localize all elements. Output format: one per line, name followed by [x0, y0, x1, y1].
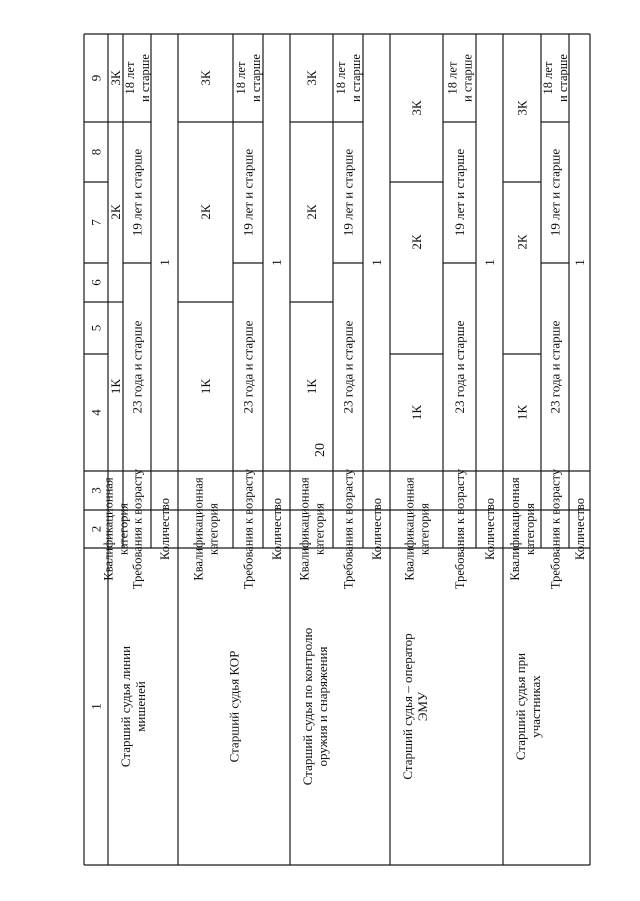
qualification-2k [409, 234, 424, 250]
quantity-value [572, 259, 587, 266]
position-name-5 [513, 653, 543, 760]
age-23 [130, 320, 145, 413]
age-23 [241, 320, 256, 413]
age-23-line: 23 года и старше [240, 320, 256, 414]
age-23-line: 23 года и старше [340, 320, 356, 414]
column-number-2-line: 2 [88, 525, 104, 533]
label-qualification-line: категория [523, 503, 537, 555]
position-name-1-line: Старший судья линии [118, 645, 133, 768]
qualification-1k [515, 405, 530, 421]
label-qualification-line: категория [116, 503, 131, 555]
position-name-2 [227, 651, 242, 763]
qualification-1k [409, 405, 424, 421]
position-name-4-line: ЭМУ [415, 691, 430, 722]
label-age [131, 468, 145, 589]
label-quantity [370, 498, 384, 560]
qualification-2k-line: 2К [514, 234, 530, 250]
qualification-1k-line: 1К [514, 404, 530, 421]
label-qualification-line: Квалификационная [101, 477, 116, 581]
quantity-value [482, 259, 497, 266]
age-19 [341, 149, 356, 237]
label-age-line: Требования к возрасту [341, 468, 356, 590]
qualification-2k-line: 2К [108, 204, 123, 220]
age-19 [452, 149, 467, 237]
label-age-line: Требования к возрасту [241, 468, 256, 590]
qualification-2k-line: 2К [198, 204, 213, 220]
qualification-2k-line: 2К [409, 234, 424, 250]
label-qualification-line: Квалификационная [191, 477, 206, 581]
column-number-1 [89, 703, 104, 710]
label-quantity-line: Количество [483, 498, 497, 560]
label-qualification-line: Квалификационная [508, 477, 522, 581]
qualification-3k [198, 70, 213, 86]
column-number-4 [89, 409, 104, 416]
qualification-3k [304, 70, 319, 86]
quantity-value-line: 1 [482, 259, 497, 266]
qualification-3k-line: 3К [304, 70, 319, 86]
qualification-3k [409, 100, 424, 116]
age-18-line: 18 лет [541, 61, 555, 95]
column-number-4-line: 4 [88, 409, 104, 416]
age-18-line: 18 лет [234, 61, 248, 95]
qualification-3k [515, 100, 530, 116]
position-name-5-line: участниках [528, 675, 543, 738]
position-name-5-line: Старший судья при [513, 652, 528, 761]
quantity-value [157, 259, 172, 266]
label-qualification-line: категория [417, 503, 432, 555]
column-number-6 [89, 279, 104, 286]
label-age [242, 468, 256, 589]
quantity-value-line: 1 [269, 259, 284, 266]
age-19 [548, 149, 563, 237]
column-number-8 [89, 149, 104, 156]
qualification-1k-line: 1К [108, 378, 123, 395]
label-qualification [102, 477, 131, 580]
position-name-4 [400, 633, 430, 779]
position-name-1-line: мишеней [133, 681, 148, 732]
label-age-line: Требования к возрасту [130, 468, 145, 590]
age-19-line: 19 лет и старше [547, 148, 563, 237]
label-quantity-line: Количество [270, 498, 284, 560]
qualification-2k [304, 204, 319, 220]
age-18-line: и старше [249, 54, 263, 102]
qualification-1k-line: 1К [198, 378, 213, 395]
qualification-3k-line: 3К [108, 70, 123, 86]
label-qualification [192, 477, 221, 580]
qualification-2k [198, 204, 213, 220]
age-18-line: и старше [138, 54, 152, 102]
column-number-3-line: 3 [88, 487, 104, 494]
age-23 [341, 320, 356, 413]
age-19 [130, 149, 145, 237]
qualification-2k-line: 2К [304, 204, 319, 220]
label-qualification [508, 477, 537, 580]
column-number-1-line: 1 [88, 703, 104, 710]
age-23 [452, 320, 467, 413]
age-19-line: 19 лет и старше [240, 148, 256, 237]
age-23 [548, 320, 563, 413]
qualification-3k [108, 70, 123, 86]
age-19-line: 19 лет и старше [340, 148, 356, 237]
qualification-1k [304, 379, 319, 395]
age-19-line: 19 лет и старше [129, 148, 145, 237]
quantity-value [369, 259, 384, 266]
age-18-line: и старше [460, 54, 475, 102]
age-18 [234, 54, 263, 102]
age-18 [446, 54, 475, 102]
label-quantity [483, 498, 497, 560]
column-number-5-line: 5 [88, 324, 104, 332]
label-age-line: Требования к возрасту [548, 468, 563, 590]
column-number-7 [89, 219, 104, 226]
label-age [342, 468, 356, 589]
quantity-value [269, 259, 284, 266]
label-quantity [270, 498, 284, 560]
column-number-6-line: 6 [88, 279, 104, 286]
age-18-line: и старше [349, 54, 363, 102]
label-age [453, 468, 467, 589]
column-number-8-line: 8 [88, 148, 104, 156]
qualification-3k-line: 3К [514, 100, 530, 116]
qualification-3k-line: 3К [198, 70, 213, 86]
age-18 [541, 54, 570, 102]
position-name-1 [118, 646, 148, 767]
label-qualification-line: категория [312, 503, 327, 555]
age-18 [123, 54, 152, 102]
age-19 [241, 149, 256, 237]
qualification-3k-line: 3К [409, 100, 424, 116]
quantity-value-line: 1 [369, 259, 384, 266]
label-qualification [403, 477, 432, 580]
age-18-line: 18 лет [334, 61, 348, 95]
quantity-value-line: 1 [157, 259, 172, 266]
age-18-line: 18 лет [445, 61, 460, 95]
column-number-9 [89, 75, 104, 82]
age-23-line: 23 года и старше [547, 320, 563, 414]
label-qualification-line: категория [206, 503, 221, 555]
label-qualification-line: Квалификационная [297, 477, 312, 581]
qualification-2k [515, 234, 530, 250]
age-18-line: и старше [556, 54, 570, 102]
position-name-4-line: Старший судья – оператор [400, 633, 415, 780]
label-age [549, 468, 563, 589]
quantity-value-line: 1 [572, 259, 587, 266]
column-number-9-line: 9 [88, 74, 104, 82]
label-qualification [298, 477, 327, 580]
position-name-3-line: Старший судья по контролю [300, 627, 315, 786]
page-number: 20 [313, 443, 328, 457]
column-number-7-line: 7 [88, 219, 104, 226]
age-23-line: 23 года и старше [452, 320, 467, 414]
position-name-2-line: Старший судья КОР [226, 650, 242, 763]
qualification-2k [108, 204, 123, 220]
position-name-3-line: оружия и снаряжения [315, 646, 330, 767]
qualification-1k-line: 1К [409, 404, 424, 421]
qualification-1k-line: 1К [304, 378, 319, 395]
qualification-1k [198, 379, 213, 395]
position-name-3 [300, 627, 330, 785]
age-18 [334, 54, 363, 102]
age-19-line: 19 лет и старше [452, 148, 467, 237]
age-18-line: 18 лет [123, 61, 137, 95]
label-age-line: Требования к возрасту [453, 468, 467, 590]
label-quantity [573, 498, 587, 560]
label-quantity-line: Количество [573, 498, 587, 560]
label-quantity-line: Количество [158, 498, 172, 560]
label-qualification-line: Квалификационная [402, 477, 417, 581]
label-quantity-line: Количество [370, 498, 384, 560]
column-number-5 [89, 325, 104, 332]
qualification-1k [108, 379, 123, 395]
age-23-line: 23 года и старше [129, 320, 145, 414]
label-quantity [158, 498, 172, 560]
